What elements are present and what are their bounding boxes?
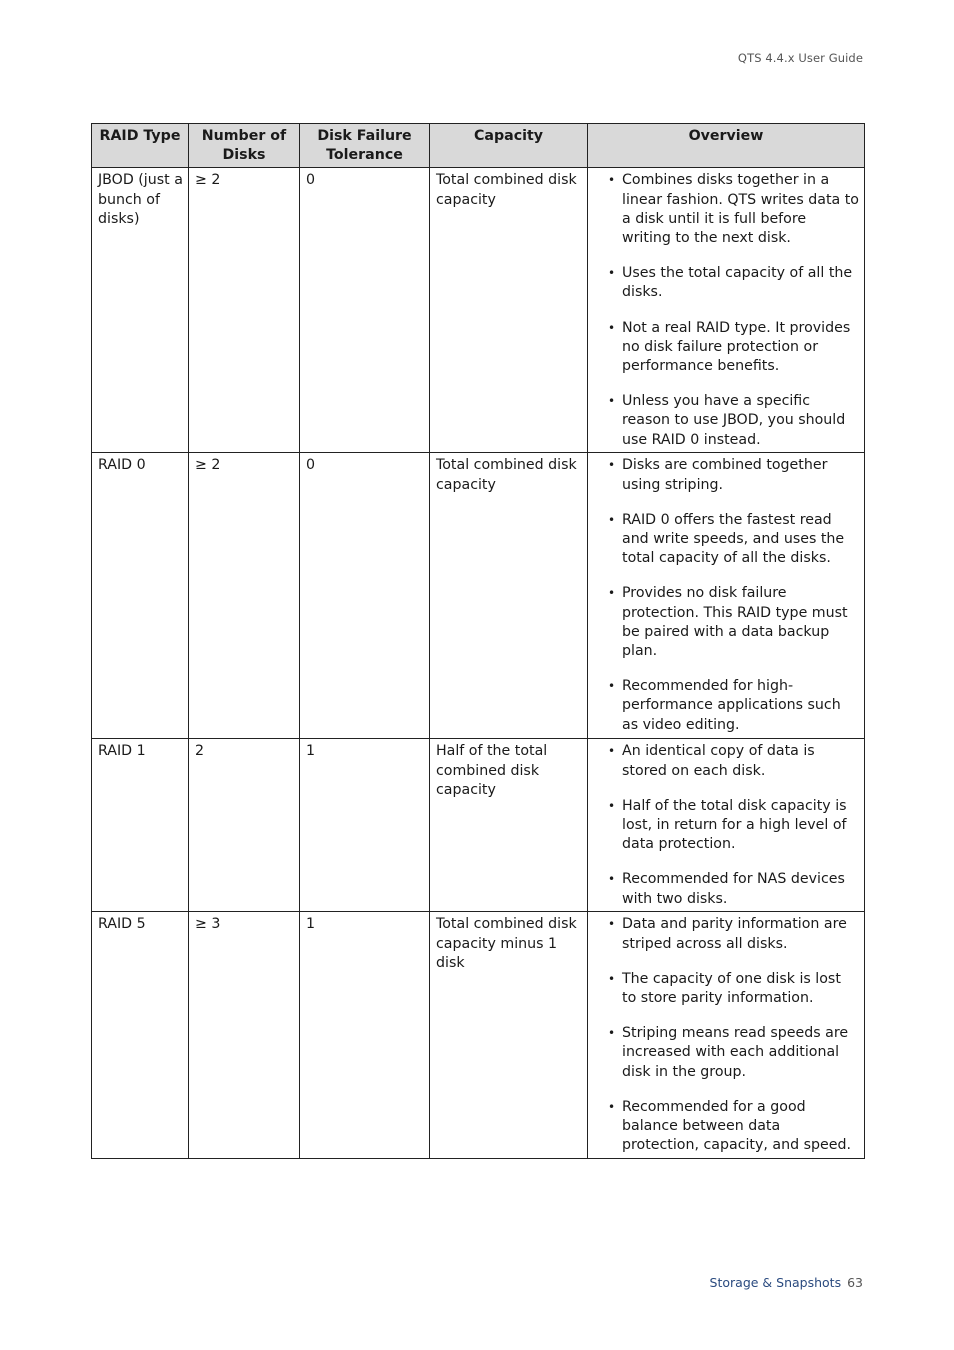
cell-capacity: Total combined disk capacity — [430, 453, 588, 739]
table-row — [92, 168, 865, 453]
overview-item: • Data and parity information are striped across all disks. — [594, 915, 859, 953]
overview-item: • Provides no disk failure protection. This RAID type must be paired with a data backup plan. — [594, 584, 859, 661]
cell-disk-failure-tolerance: 0 — [300, 453, 430, 739]
page-number: 63 — [847, 1275, 863, 1290]
footer-section-title: Storage & Snapshots — [709, 1275, 842, 1290]
cell-raid-type: JBOD (just a bunch of disks) — [92, 168, 189, 453]
overview-item: • Uses the total capacity of all the disks. — [594, 264, 859, 302]
overview-item: • Recommended for NAS devices with two disks. — [594, 870, 859, 908]
cell-capacity: Half of the total combined disk capacity — [430, 739, 588, 912]
overview-list — [594, 171, 859, 449]
column-header-capacity: Capacity — [430, 124, 588, 168]
cell-number-of-disks: ≥ 3 — [189, 912, 300, 1159]
overview-item: • Combines disks together in a linear fashion. QTS writes data to a disk until it is full before writing to the next disk. — [594, 171, 859, 248]
column-header-overview: Overview — [588, 124, 865, 168]
overview-item: • Disks are combined together using striping. — [594, 456, 859, 494]
cell-capacity: Total combined disk capacity — [430, 168, 588, 453]
table-header-row — [92, 124, 865, 168]
overview-item: • Striping means read speeds are increased with each additional disk in the group. — [594, 1024, 859, 1082]
overview-item: • Half of the total disk capacity is lost, in return for a high level of data protection. — [594, 797, 859, 855]
table-row — [92, 912, 865, 1159]
overview-list — [594, 456, 859, 734]
cell-overview — [588, 739, 865, 912]
cell-capacity: Total combined disk capacity minus 1 disk — [430, 912, 588, 1159]
overview-item: • RAID 0 offers the fastest read and write speeds, and uses the total capacity of all the disks. — [594, 511, 859, 569]
page-footer — [710, 1275, 863, 1290]
table-row — [92, 739, 865, 912]
column-header-disk-failure-tolerance: Disk Failure Tolerance — [300, 124, 430, 168]
cell-overview — [588, 912, 865, 1159]
guide-title: QTS 4.4.x User Guide — [737, 51, 863, 65]
cell-raid-type: RAID 5 — [92, 912, 189, 1159]
overview-item: • Not a real RAID type. It provides no disk failure protection or performance benefits. — [594, 319, 859, 377]
cell-disk-failure-tolerance: 0 — [300, 168, 430, 453]
overview-item: • Recommended for high-performance applications such as video editing. — [594, 677, 859, 735]
cell-number-of-disks: 2 — [189, 739, 300, 912]
cell-overview — [588, 168, 865, 453]
cell-raid-type: RAID 0 — [92, 453, 189, 739]
overview-item: • Unless you have a specific reason to use JBOD, you should use RAID 0 instead. — [594, 392, 859, 450]
cell-disk-failure-tolerance: 1 — [300, 912, 430, 1159]
overview-item: • Recommended for a good balance between data protection, capacity, and speed. — [594, 1098, 859, 1156]
cell-disk-failure-tolerance: 1 — [300, 739, 430, 912]
column-header-number-of-disks: Number of Disks — [189, 124, 300, 168]
cell-number-of-disks: ≥ 2 — [189, 453, 300, 739]
overview-item: • The capacity of one disk is lost to store parity information. — [594, 970, 859, 1008]
overview-item: • An identical copy of data is stored on each disk. — [594, 742, 859, 780]
table-row — [92, 453, 865, 739]
overview-list — [594, 915, 859, 1155]
cell-overview — [588, 453, 865, 739]
cell-raid-type: RAID 1 — [92, 739, 189, 912]
raid-types-table — [91, 123, 865, 1159]
overview-list — [594, 742, 859, 908]
column-header-raid-type: RAID Type — [92, 124, 189, 168]
cell-number-of-disks: ≥ 2 — [189, 168, 300, 453]
